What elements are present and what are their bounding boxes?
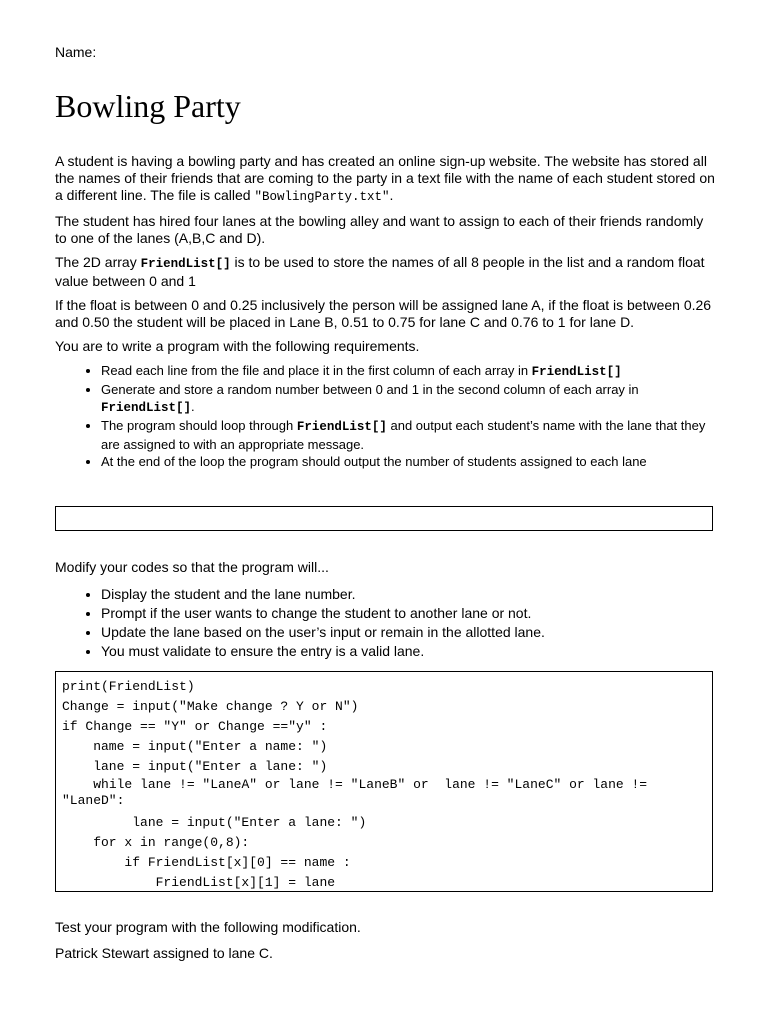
- intro-paragraph-2: The student has hired four lanes at the bowling alley and want to assign to each of their friends randomly to one of the lanes (A,B,C and D).: [55, 213, 704, 246]
- file-name: "BowlingParty.txt": [254, 190, 390, 204]
- footer-section: [55, 919, 361, 971]
- code-line: FriendList[x][1] = lane: [62, 875, 336, 890]
- modify-item: • Prompt if the user wants to change the student to another lane or not.: [101, 604, 715, 623]
- page-title: Bowling Party: [55, 88, 241, 124]
- requirements-list: [55, 362, 715, 470]
- code-line: for x in range(0,8):: [62, 835, 250, 850]
- intro-paragraph-1: A student is having a bowling party and has created an online sign-up website. The website has stored all the names of their friends that are coming to the party in a text file with the name of each student stored on a different line. The file is called "BowlingParty.txt".: [55, 153, 715, 204]
- requirement-item: • The program should loop through FriendList[] and output each student’s name with the lane that they are assigned to with an appropriate message.: [101, 417, 715, 453]
- friendlist-code: FriendList[]: [140, 257, 231, 271]
- intro-paragraph-5: You are to write a program with the following requirements.: [55, 338, 420, 354]
- requirement-item: • Read each line from the file and place it in the first column of each array in FriendList[]: [101, 362, 715, 381]
- modify-item: • Display the student and the lane number.: [101, 585, 715, 604]
- answer-box[interactable]: [55, 506, 713, 531]
- modify-item: • Update the lane based on the user’s input or remain in the allotted lane.: [101, 623, 715, 642]
- requirement-item: • At the end of the loop the program should output the number of students assigned to each lane: [101, 453, 715, 470]
- code-line: Change = input("Make change ? Y or N"): [62, 699, 359, 714]
- modify-item: • You must validate to ensure the entry is a valid lane.: [101, 642, 715, 661]
- code-line: if FriendList[x][0] == name :: [62, 855, 351, 870]
- modify-section: [55, 558, 715, 661]
- test-instruction: Test your program with the following modification.: [55, 919, 361, 935]
- code-box: [55, 671, 713, 892]
- code-line: if Change == "Y" or Change =="y" :: [62, 719, 328, 734]
- code-line: name = input("Enter a name: "): [62, 739, 328, 754]
- code-line: while lane != "LaneA" or lane != "LaneB" or lane != "LaneC" or lane != "LaneD":: [62, 777, 655, 808]
- code-line: lane = input("Enter a lane: "): [62, 815, 367, 830]
- test-case: Patrick Stewart assigned to lane C.: [55, 945, 273, 961]
- code-line: print(FriendList): [62, 679, 195, 694]
- requirement-item: • Generate and store a random number between 0 and 1 in the second column of each array in FriendList[].: [101, 381, 715, 417]
- modify-list: [55, 585, 715, 661]
- modify-intro: Modify your codes so that the program will...: [55, 559, 329, 575]
- intro-paragraph-3: The 2D array FriendList[] is to be used to store the names of all 8 people in the list and a random float value between 0 and 1: [55, 254, 705, 289]
- name-label: Name:: [55, 44, 97, 60]
- intro-paragraph-4: If the float is between 0 and 0.25 inclusively the person will be assigned lane A, if the float is between 0.26 and 0.50 the student will be placed in Lane B, 0.51 to 0.75 for lane C and 0.76 to 1 for lane D.: [55, 297, 712, 330]
- intro-section: [55, 153, 715, 470]
- code-line: lane = input("Enter a lane: "): [62, 759, 328, 774]
